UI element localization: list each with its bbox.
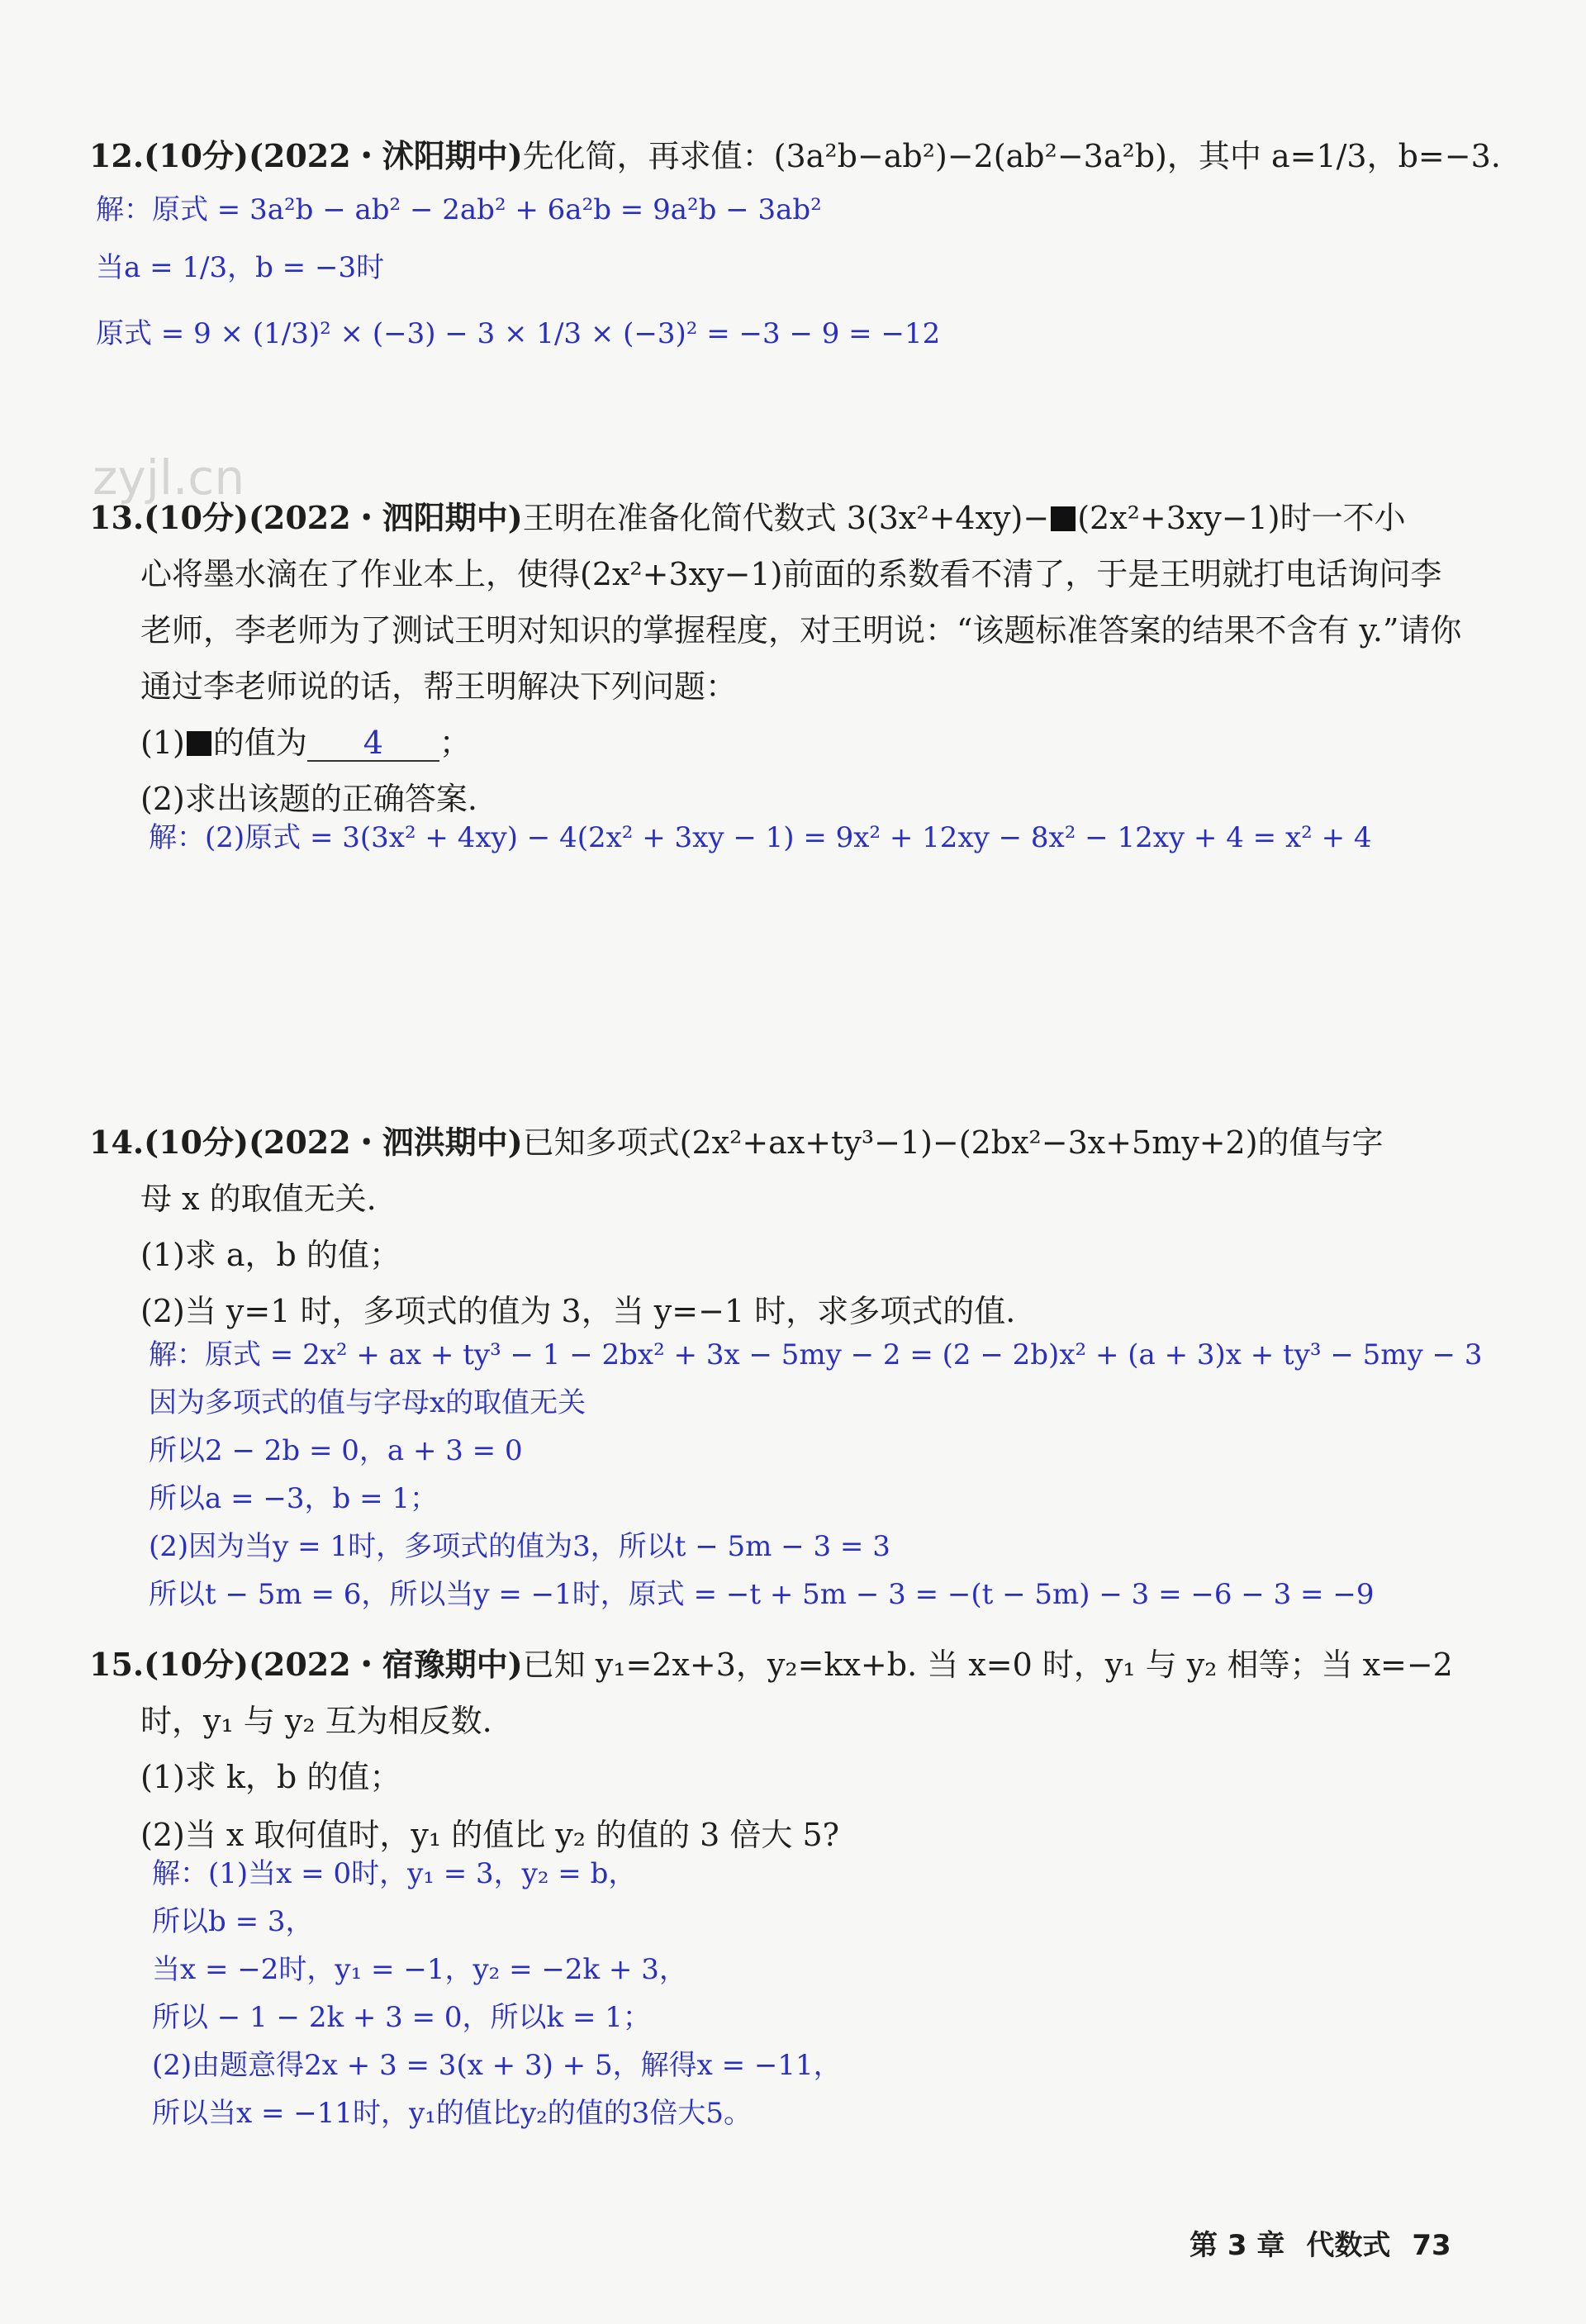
q13-sub1-answer-blank: 4 (307, 727, 439, 762)
q14-solution-line-5: (2)因为当y = 1时，多项式的值为3，所以t − 5m − 3 = 3 (149, 1530, 890, 1563)
q15-header: 15.(10分)(2022・宿豫期中) (89, 1646, 523, 1683)
q14-text-1: 已知多项式(2x²+ax+ty³−1)−(2bx²−3x+5my+2)的值与字 (522, 1124, 1384, 1161)
q15-solution-line-5: (2)由题意得2x + 3 = 3(x + 3) + 5，解得x = −11， (152, 2049, 842, 2082)
q15-solution-line-2: 所以b = 3， (152, 1905, 314, 1938)
q14-prompt-line-2: 母 x 的取值无关. (140, 1181, 377, 1217)
page-number: 73 (1412, 2229, 1451, 2262)
q12-header: 12.(10分)(2022・沭阳期中) (89, 137, 523, 174)
q14-solution-line-1: 解：原式 = 2x² + ax + ty³ − 1 − 2bx² + 3x − 5my − 2 = (2 − 2b)x² + (a + 3)x + ty³ − 5my − 3 (149, 1338, 1483, 1371)
q14-prompt-line-1 (89, 1117, 1384, 1162)
q14-header: 14.(10分)(2022・泗洪期中) (89, 1124, 523, 1161)
q12-solution-line-3: 原式 = 9 × (1/3)² × (−3) − 3 × 1/3 × (−3)² = −3 − 9 = −12 (96, 317, 941, 350)
q15-text-1: 已知 y₁=2x+3，y₂=kx+b. 当 x=0 时，y₁ 与 y₂ 相等；当 x=−2 (522, 1647, 1453, 1683)
q14-solution-line-6: 所以t − 5m = 6，所以当y = −1时，原式 = −t + 5m − 3 = −(t − 5m) − 3 = −6 − 3 = −9 (149, 1578, 1375, 1611)
page-footer (1190, 2222, 1473, 2263)
q13-sub1-end: ； (439, 725, 471, 761)
ink-blot-square-icon (1051, 506, 1076, 531)
q14-solution-line-2: 因为多项式的值与字母x的取值无关 (149, 1386, 586, 1419)
q13-text-1: 王明在准备化简代数式 3(3x²+4xy)− (522, 500, 1050, 536)
q13-sub1-prefix: (1) (140, 725, 185, 761)
q13-text-1-tail: (2x²+3xy−1)时一不小 (1077, 500, 1406, 536)
q13-sub2: (2)求出该题的正确答案. (140, 781, 477, 817)
q13-header: 13.(10分)(2022・泗阳期中) (89, 499, 523, 536)
q12-prompt (89, 131, 1501, 176)
q15-solution-line-6: 所以当x = −11时，y₁的值比y₂的值的3倍大5。 (152, 2097, 752, 2130)
q13-prompt-line-4: 通过李老师说的话，帮王明解决下列问题： (140, 668, 738, 705)
q12-text: 先化简，再求值：(3a²b−ab²)−2(ab²−3a²b)，其中 a=1/3，b=−3. (522, 138, 1501, 174)
q15-prompt-line-2: 时，y₁ 与 y₂ 互为相反数. (140, 1703, 492, 1739)
q14-solution-line-3: 所以2 − 2b = 0，a + 3 = 0 (149, 1434, 523, 1467)
q15-solution-line-3: 当x = −2时，y₁ = −1，y₂ = −2k + 3， (152, 1953, 687, 1986)
q14-solution-line-4: 所以a = −3，b = 1； (149, 1482, 438, 1515)
q15-solution-line-4: 所以 − 1 − 2k + 3 = 0，所以k = 1； (152, 2001, 651, 2034)
q14-sub1: (1)求 a，b 的值； (140, 1237, 401, 1273)
chapter-title: 代数式 (1306, 2229, 1391, 2262)
q13-prompt-line-3: 老师，李老师为了测试王明对知识的掌握程度，对王明说：“该题标准答案的结果不含有 y.”请你 (140, 612, 1462, 649)
q13-prompt-line-2: 心将墨水滴在了作业本上，使得(2x²+3xy−1)前面的系数看不清了，于是王明就打电话询问李 (140, 556, 1442, 592)
q13-solution: 解：(2)原式 = 3(3x² + 4xy) − 4(2x² + 3xy − 1) = 9x² + 12xy − 8x² − 12xy + 4 = x² + 4 (149, 821, 1372, 854)
q13-sub1 (140, 717, 471, 763)
chapter-number: 第 3 章 (1190, 2229, 1285, 2262)
q13-sub1-suffix: 的值为 (212, 725, 307, 761)
q13-prompt-line-1 (89, 492, 1406, 538)
q15-sub1: (1)求 k，b 的值； (140, 1759, 401, 1795)
q12-solution-line-1: 解：原式 = 3a²b − ab² − 2ab² + 6a²b = 9a²b − 3ab² (96, 193, 822, 226)
q15-prompt-line-1 (89, 1639, 1453, 1685)
ink-blot-square-icon (187, 731, 211, 756)
watermark: zyjl.cn (93, 449, 245, 506)
q12-solution-line-2: 当a = 1/3，b = −3时 (96, 251, 385, 284)
q15-sub2: (2)当 x 取何值时，y₁ 的值比 y₂ 的值的 3 倍大 5? (140, 1817, 840, 1853)
q15-solution-line-1: 解：(1)当x = 0时，y₁ = 3，y₂ = b， (152, 1857, 637, 1890)
q14-sub2: (2)当 y=1 时，多项式的值为 3，当 y=−1 时，求多项式的值. (140, 1293, 1016, 1329)
